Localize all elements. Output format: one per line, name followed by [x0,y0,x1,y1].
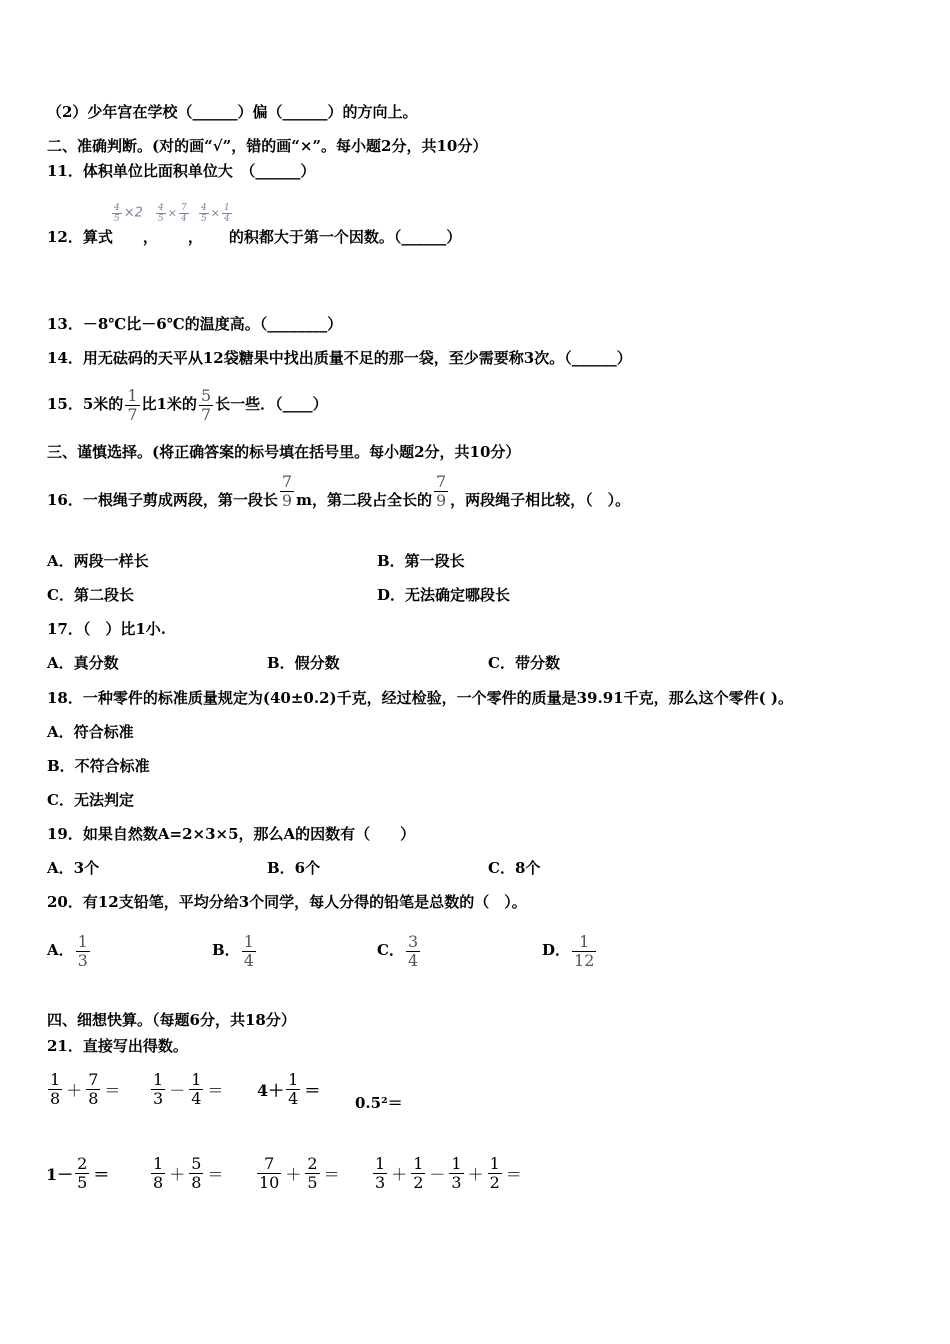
q15-fraction-2: $\frac{5}{7}$ [200,385,212,424]
calc-r2-3[interactable]: $\frac{7}{10}$ ＋ $\frac{2}{5}$ ＝ [259,1154,340,1192]
question-21: 21．直接写出得数。 [47,1037,188,1055]
q12-expression-1: $\frac{4}{5}$ ×2 [114,203,143,224]
q16-option-b[interactable]: B．第一段长 [377,552,465,570]
q12-prefix: 12．算式 [47,228,113,246]
question-18: 18．一种零件的标准质量规定为(40±0.2)千克，经过检验，一个零件的质量是39.91千克，那么这个零件( )。 [47,689,793,707]
section-3-title: 三、谨慎选择。(将正确答案的标号填在括号里。每小题2分，共10分） [47,443,521,461]
section-4-title: 四、细想快算。（每题6分，共18分） [47,1011,296,1029]
calc-r1-2[interactable]: $\frac{1}{3}$ － $\frac{1}{4}$ ＝ [153,1070,224,1108]
calc-r2-2[interactable]: $\frac{1}{8}$ ＋ $\frac{5}{8}$ ＝ [153,1154,224,1192]
question-16[interactable]: 16．一根绳子剪成两段，第一段长 $\frac{7}{9}$ m，第二段占全长的 $\frac{7}{9}$ ，两段绳子相比较，（ ）。 [47,471,631,510]
question-20: 20．有12支铅笔，平均分给3个同学，每人分得的铅笔是总数的（ ）。 [47,893,527,911]
q12-expression-3: $\frac{4}{5}$ × $\frac{1}{4}$ [201,203,230,224]
q16-option-a[interactable]: A．两段一样长 [47,552,149,570]
question-17: 17．（ ）比1小. [47,620,167,638]
q16-option-c[interactable]: C．第二段长 [47,586,134,604]
q12-sep2: ， [187,228,203,246]
question-12[interactable] [47,227,461,247]
question-14[interactable]: 14．用无砝码的天平从12袋糖果中找出质量不足的那一袋，至少需要称3次。（______） [47,349,632,367]
q18-option-b[interactable]: B．不符合标准 [47,757,150,775]
q16-fraction-2: $\frac{7}{9}$ [435,471,447,510]
q19-option-c[interactable]: C．8个 [488,859,541,877]
q20-option-b[interactable]: B． $\frac{1}{4}$ [212,931,254,970]
q18-option-c[interactable]: C．无法判定 [47,791,134,809]
calc-r1-4[interactable]: 0.5²＝ [355,1094,403,1112]
question-19: 19．如果自然数A=2×3×5，那么A的因数有（ ） [47,825,416,843]
q17-option-a[interactable]: A．真分数 [47,654,119,672]
q10-part2: （2）少年宫在学校（______）偏（______）的方向上。 [47,103,418,121]
q17-option-c[interactable]: C．带分数 [488,654,560,672]
q12-suffix: 的积都大于第一个因数。（______） [228,228,462,246]
q16-option-d[interactable]: D．无法确定哪段长 [377,586,511,604]
calc-r2-4[interactable]: $\frac{1}{3}$ ＋ $\frac{1}{2}$ － $\frac{1}{3}$ ＋ $\frac{1}{2}$ ＝ [375,1154,522,1192]
q18-option-a[interactable]: A．符合标准 [47,723,134,741]
question-15[interactable]: 15．5米的 $\frac{1}{7}$ 比1米的 $\frac{5}{7}$ 长一些．（____） [47,385,328,424]
q12-sep1: ， [142,228,158,246]
q16-fraction-1: $\frac{7}{9}$ [281,471,293,510]
calc-r1-3[interactable]: 4＋ $\frac{1}{4}$ ＝ [257,1070,321,1108]
calc-r2-1[interactable]: 1－ $\frac{2}{5}$ ＝ [46,1154,110,1192]
q20-option-d[interactable]: D． $\frac{1}{12}$ [542,931,595,970]
calc-r1-1[interactable]: $\frac{1}{8}$ ＋ $\frac{7}{8}$ ＝ [50,1070,121,1108]
q15-fraction-1: $\frac{1}{7}$ [127,385,138,424]
q12-expression-2: $\frac{4}{5}$ × $\frac{7}{4}$ [158,203,187,224]
q20-option-a[interactable]: A． $\frac{1}{3}$ [47,931,88,970]
question-13[interactable]: 13．－8℃比－6℃的温度高。（________） [47,315,343,333]
q20-option-c[interactable]: C． $\frac{3}{4}$ [377,931,419,970]
q19-option-a[interactable]: A．3个 [47,859,100,877]
question-11[interactable]: 11．体积单位比面积单位大 （______） [47,162,316,180]
q17-option-b[interactable]: B．假分数 [267,654,340,672]
section-2-title: 二、准确判断。(对的画“√”，错的画“×”。每小题2分，共10分） [47,137,488,155]
q19-option-b[interactable]: B．6个 [267,859,321,877]
